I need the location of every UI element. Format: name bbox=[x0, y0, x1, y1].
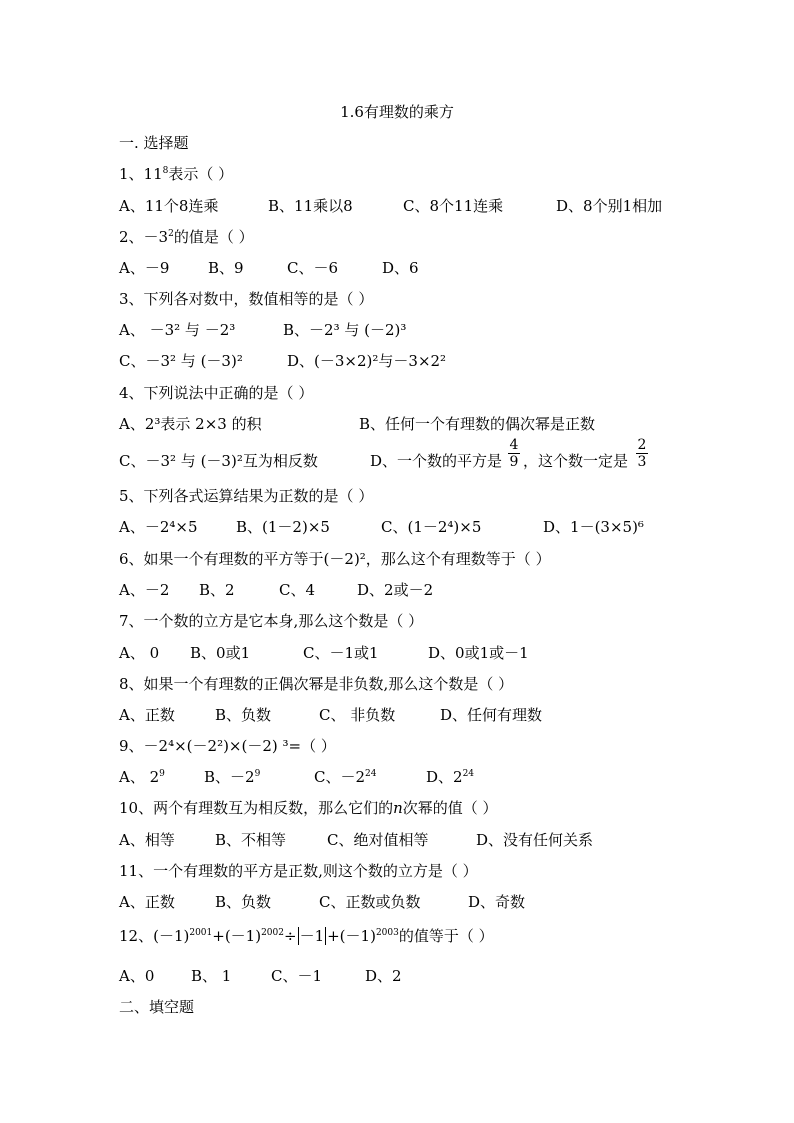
q12-option-a: A、0 bbox=[119, 967, 155, 985]
q2-option-c: C、－6 bbox=[287, 259, 339, 277]
fraction-numerator: 4 bbox=[509, 437, 519, 453]
q2-option-a: A、－9 bbox=[119, 259, 170, 277]
q5-option-a: A、－2⁴×5 bbox=[119, 518, 198, 536]
q9-option-c bbox=[314, 767, 376, 787]
q12-divide-sign: ÷ bbox=[283, 927, 297, 945]
q5-option-d: D、1－(3×5)⁶ bbox=[543, 518, 644, 536]
q10-option-d: D、没有任何关系 bbox=[476, 831, 594, 849]
q12-option-b: B、 1 bbox=[191, 967, 232, 985]
question-8-stem: 8、如果一个有理数的正偶次幂是非负数,那么这个数是（ ） bbox=[119, 675, 514, 693]
q4-option-a: A、2³表示 2×3 的积 bbox=[119, 415, 262, 433]
question-2-stem bbox=[119, 227, 254, 247]
q8-option-b: B、负数 bbox=[215, 706, 272, 724]
q3-option-a: A、 －3² 与 －2³ bbox=[119, 321, 236, 339]
q9-option-c-exponent: 24 bbox=[365, 769, 377, 779]
q12-option-d: D、2 bbox=[365, 967, 402, 985]
q9-option-a-exponent: 9 bbox=[159, 769, 165, 779]
section-heading-fill-in: 二、填空题 bbox=[119, 998, 195, 1016]
question-10-stem bbox=[119, 798, 498, 818]
q7-option-b: B、0或1 bbox=[190, 644, 251, 662]
q1-option-b: B、11乘以8 bbox=[268, 197, 353, 215]
q12-exponent-3: 2003 bbox=[375, 928, 399, 938]
question-12-stem bbox=[119, 926, 494, 946]
q9-option-b-text: B、－2 bbox=[204, 768, 255, 786]
q12-stem-text-4: 的值等于（ ） bbox=[398, 927, 494, 945]
q12-stem-text-2: +(－1) bbox=[212, 927, 262, 945]
question-9-stem: 9、－2⁴×(－2²)×(－2) ³=（ ） bbox=[119, 737, 336, 755]
q10-option-c: C、绝对值相等 bbox=[327, 831, 429, 849]
q1-stem-text-2: 表示（ ） bbox=[168, 165, 234, 183]
q7-option-d: D、0或1或－1 bbox=[428, 644, 529, 662]
q11-option-a: A、正数 bbox=[119, 893, 175, 911]
question-3-stem: 3、下列各对数中，数值相等的是（ ） bbox=[119, 290, 374, 308]
q4-option-c: C、－3² 与 (－3)²互为相反数 bbox=[119, 452, 318, 470]
q9-option-a-text: A、 2 bbox=[119, 768, 160, 786]
q10-stem-text-2: 次幂的值（ ） bbox=[402, 799, 498, 817]
abs-bar-left bbox=[298, 927, 299, 945]
q2-exponent: 2 bbox=[168, 229, 174, 239]
q6-option-a: A、－2 bbox=[119, 581, 170, 599]
q9-option-c-text: C、－2 bbox=[314, 768, 366, 786]
question-5-stem: 5、下列各式运算结果为正数的是（ ） bbox=[119, 487, 374, 505]
q4-option-d-text-2: ，这个数一定是 bbox=[523, 452, 629, 470]
fraction-numerator: 2 bbox=[637, 437, 647, 453]
q11-option-d: D、奇数 bbox=[468, 893, 526, 911]
q5-option-b: B、(1－2)×5 bbox=[236, 518, 330, 536]
q8-option-a: A、正数 bbox=[119, 706, 175, 724]
q10-option-b: B、不相等 bbox=[215, 831, 287, 849]
q9-option-a bbox=[119, 767, 165, 787]
abs-bar-right bbox=[325, 927, 326, 945]
q5-option-c: C、(1－2⁴)×5 bbox=[381, 518, 482, 536]
q12-exponent-1: 2001 bbox=[189, 928, 213, 938]
fraction-denominator: 3 bbox=[637, 454, 647, 470]
fraction-four-ninths bbox=[508, 437, 520, 470]
q3-option-b: B、－2³ 与 (－2)³ bbox=[283, 321, 407, 339]
q10-stem-text: 10、两个有理数互为相反数，那么它们的 bbox=[119, 799, 394, 817]
section-heading-choice: 一. 选择题 bbox=[119, 134, 189, 152]
question-1-stem bbox=[119, 164, 233, 184]
q10-option-a: A、相等 bbox=[119, 831, 175, 849]
q8-option-c: C、 非负数 bbox=[319, 706, 396, 724]
question-6-stem: 6、如果一个有理数的平方等于(－2)²，那么这个有理数等于（ ） bbox=[119, 550, 551, 568]
q11-option-c: C、正数或负数 bbox=[319, 893, 421, 911]
q1-option-a: A、11个8连乘 bbox=[119, 197, 219, 215]
q12-stem-text-3: +(－1) bbox=[327, 927, 376, 945]
q1-exponent: 8 bbox=[162, 166, 169, 176]
q6-option-c: C、4 bbox=[279, 581, 316, 599]
q3-option-d: D、(－3×2)²与－3×2² bbox=[287, 352, 447, 370]
q12-option-c: C、－1 bbox=[271, 967, 323, 985]
fraction-denominator: 9 bbox=[509, 454, 519, 470]
q7-option-a: A、 0 bbox=[119, 644, 160, 662]
q7-option-c: C、－1或1 bbox=[303, 644, 379, 662]
question-11-stem: 11、一个有理数的平方是正数,则这个数的立方是（ ） bbox=[119, 862, 478, 880]
q6-option-b: B、2 bbox=[199, 581, 235, 599]
question-4-stem: 4、下列说法中正确的是（ ） bbox=[119, 384, 314, 402]
page-title: 1.6有理数的乘方 bbox=[340, 103, 454, 121]
q11-option-b: B、负数 bbox=[215, 893, 272, 911]
q4-option-d-text: D、一个数的平方是 bbox=[370, 452, 503, 470]
q9-option-d-text: D、2 bbox=[426, 768, 463, 786]
q9-option-d-exponent: 24 bbox=[462, 769, 475, 779]
q1-option-c: C、8个11连乘 bbox=[403, 197, 504, 215]
fraction-two-thirds bbox=[636, 437, 648, 470]
q3-option-c: C、－3² 与 (－3)² bbox=[119, 352, 243, 370]
q9-option-d bbox=[426, 767, 474, 787]
q2-option-d: D、6 bbox=[382, 259, 419, 277]
q6-option-d: D、2或－2 bbox=[357, 581, 434, 599]
question-7-stem: 7、一个数的立方是它本身,那么这个数是（ ） bbox=[119, 612, 424, 630]
q2-option-b: B、9 bbox=[208, 259, 244, 277]
q12-exponent-2: 2002 bbox=[261, 928, 284, 938]
q8-option-d: D、任何有理数 bbox=[440, 706, 543, 724]
q12-stem-text: 12、(－1) bbox=[119, 927, 190, 945]
q2-stem-text: 2、－3 bbox=[119, 228, 169, 246]
q4-option-d bbox=[370, 451, 502, 471]
q2-stem-text-2: 的值是（ ） bbox=[173, 228, 254, 246]
q1-stem-text: 1、11 bbox=[119, 165, 163, 183]
q1-option-d: D、8个别1相加 bbox=[556, 197, 663, 215]
q9-option-b bbox=[204, 767, 260, 787]
q4-option-b: B、任何一个有理数的偶次幂是正数 bbox=[359, 415, 596, 433]
q9-option-b-exponent: 9 bbox=[254, 769, 261, 779]
q12-abs-value: －1 bbox=[299, 927, 325, 945]
q10-variable-n: n bbox=[393, 799, 403, 817]
